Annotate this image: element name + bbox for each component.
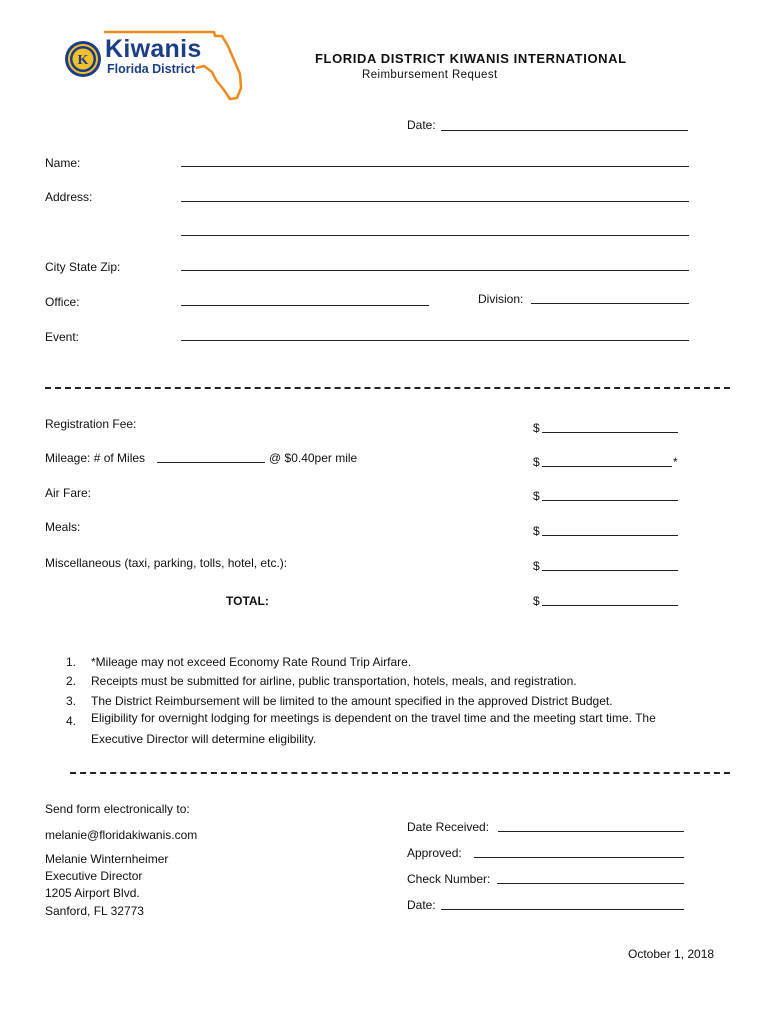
note-number: 4. <box>66 714 77 728</box>
emblem-letter: K <box>77 53 89 68</box>
name-label: Name: <box>45 156 81 170</box>
city-state-zip-field[interactable] <box>181 270 689 271</box>
misc-field[interactable] <box>542 570 678 571</box>
note-number: 2. <box>66 674 77 688</box>
air-fare-field[interactable] <box>542 500 678 501</box>
check-number-field[interactable] <box>497 883 684 884</box>
division-label: Division: <box>478 292 524 306</box>
note-number: 1. <box>66 655 77 669</box>
address-label: Address: <box>45 190 93 204</box>
note-text: Receipts must be submitted for airline, public transportation, hotels, meals, and registration. <box>91 674 577 688</box>
footer-date: October 1, 2018 <box>628 947 715 961</box>
kiwanis-logo <box>64 30 254 102</box>
send-email[interactable]: melanie@floridakiwanis.com <box>45 828 198 842</box>
misc-label: Miscellaneous (taxi, parking, tolls, hotel, etc.): <box>45 556 288 570</box>
misc-dollar-sign: $ <box>533 559 540 573</box>
address-field-line-2[interactable] <box>181 235 689 236</box>
total-label: TOTAL: <box>226 594 269 608</box>
meals-field[interactable] <box>542 535 678 536</box>
mileage-label: Mileage: # of Miles <box>45 451 146 465</box>
mileage-rate: @ $0.40per mile <box>269 451 358 465</box>
air-fare-dollar-sign: $ <box>533 489 540 503</box>
division-field[interactable] <box>531 303 689 304</box>
send-heading: Send form electronically to: <box>45 802 190 816</box>
form-title: FLORIDA DISTRICT KIWANIS INTERNATIONAL <box>315 51 627 66</box>
office-date-label: Date: <box>407 898 436 912</box>
event-label: Event: <box>45 330 80 344</box>
total-dollar-sign: $ <box>533 594 540 608</box>
office-field[interactable] <box>181 305 429 306</box>
top-date-label: Date: <box>407 118 436 132</box>
registration-fee-field[interactable] <box>542 432 678 433</box>
note-number: 3. <box>66 694 77 708</box>
top-date-field[interactable] <box>441 130 688 131</box>
office-date-field[interactable] <box>441 909 684 910</box>
air-fare-label: Air Fare: <box>45 486 92 500</box>
approved-field[interactable] <box>474 857 684 858</box>
city-state-zip-label: City State Zip: <box>45 260 121 274</box>
send-street: 1205 Airport Blvd. <box>45 886 140 900</box>
note-text: *Mileage may not exceed Economy Rate Round Trip Airfare. <box>91 655 412 669</box>
date-received-label: Date Received: <box>407 820 490 834</box>
logo-subword: Florida District <box>107 62 196 76</box>
registration-fee-label: Registration Fee: <box>45 417 137 431</box>
meals-label: Meals: <box>45 520 81 534</box>
send-city: Sanford, FL 32773 <box>45 904 144 918</box>
logo-word: Kiwanis <box>105 35 202 63</box>
send-role: Executive Director <box>45 869 143 883</box>
approved-label: Approved: <box>407 846 462 860</box>
mileage-dollar-sign: $ <box>533 455 540 469</box>
note-text-continued: Executive Director will determine eligibility. <box>91 732 317 746</box>
note-text: Eligibility for overnight lodging for meetings is dependent on the travel time and the meeting start time. The <box>91 711 656 725</box>
mileage-amount-field[interactable] <box>542 466 672 467</box>
address-field-line-1[interactable] <box>181 201 689 202</box>
send-name: Melanie Winternheimer <box>45 852 169 866</box>
miles-count-field[interactable] <box>157 462 265 463</box>
meals-dollar-sign: $ <box>533 524 540 538</box>
form-subtitle: Reimbursement Request <box>362 69 498 81</box>
note-text: The District Reimbursement will be limited to the amount specified in the approved District Budget. <box>91 694 613 708</box>
event-field[interactable] <box>181 340 689 341</box>
section-divider <box>70 772 730 774</box>
office-label: Office: <box>45 295 80 309</box>
registration-dollar-sign: $ <box>533 421 540 435</box>
mileage-asterisk: * <box>673 455 678 469</box>
date-received-field[interactable] <box>498 831 684 832</box>
check-number-label: Check Number: <box>407 872 491 886</box>
section-divider <box>45 387 730 389</box>
total-field[interactable] <box>542 605 678 606</box>
name-field[interactable] <box>181 166 689 167</box>
